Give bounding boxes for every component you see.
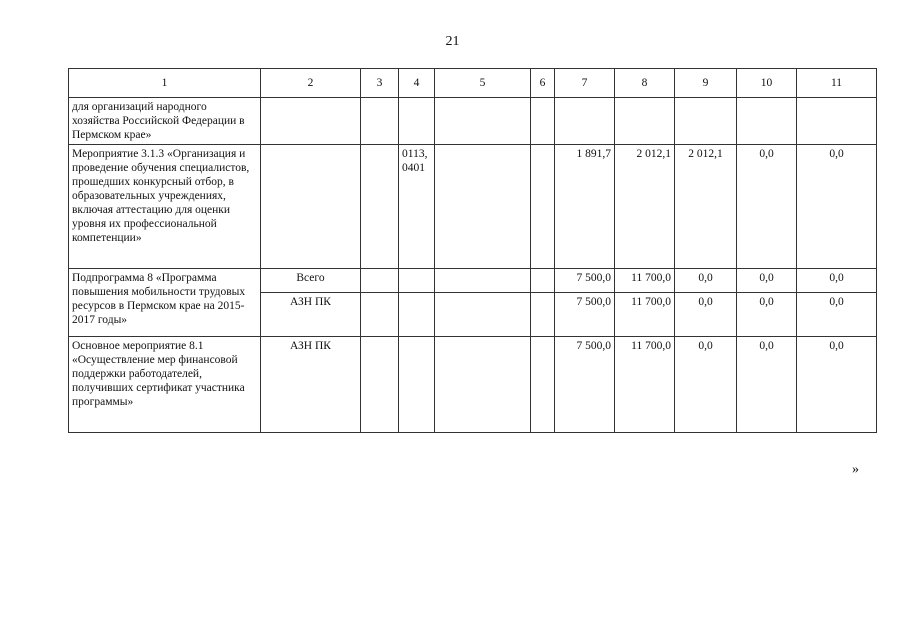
table-cell: 0,0 bbox=[797, 145, 877, 269]
table-cell bbox=[555, 98, 615, 145]
table-cell bbox=[531, 145, 555, 269]
table-cell: 11 700,0 bbox=[615, 269, 675, 293]
table-cell: 0,0 bbox=[797, 337, 877, 433]
table-cell bbox=[797, 98, 877, 145]
table-cell: 7 500,0 bbox=[555, 269, 615, 293]
table-cell bbox=[435, 337, 531, 433]
table-row bbox=[69, 98, 877, 145]
table-cell: 1 891,7 bbox=[555, 145, 615, 269]
budget-table bbox=[68, 68, 877, 433]
column-header: 11 bbox=[797, 69, 877, 98]
table-cell: 2 012,1 bbox=[675, 145, 737, 269]
table-row bbox=[69, 269, 877, 293]
table-cell bbox=[435, 293, 531, 337]
table-cell bbox=[531, 269, 555, 293]
column-header: 4 bbox=[399, 69, 435, 98]
table-cell: 11 700,0 bbox=[615, 337, 675, 433]
column-header: 3 bbox=[361, 69, 399, 98]
table-cell: АЗН ПК bbox=[261, 293, 361, 337]
table-cell bbox=[361, 98, 399, 145]
row-description: для организаций народного хозяйства Российской Федерации в Пермском крае» bbox=[69, 98, 261, 145]
table-cell: 0,0 bbox=[675, 337, 737, 433]
table-cell: 0113, 0401 bbox=[399, 145, 435, 269]
table-cell: 0,0 bbox=[737, 293, 797, 337]
table-cell bbox=[261, 145, 361, 269]
table-cell bbox=[361, 337, 399, 433]
row-description: Подпрограмма 8 «Программа повышения мобильности трудовых ресурсов в Пермском крае на 2015-2017 годы» bbox=[69, 269, 261, 337]
table-cell: 11 700,0 bbox=[615, 293, 675, 337]
table-cell bbox=[531, 337, 555, 433]
table-cell bbox=[399, 337, 435, 433]
table-cell bbox=[399, 293, 435, 337]
table-cell bbox=[435, 269, 531, 293]
page-number: 21 bbox=[445, 34, 460, 49]
table-cell: 7 500,0 bbox=[555, 293, 615, 337]
table-cell bbox=[435, 98, 531, 145]
table-cell: 0,0 bbox=[737, 337, 797, 433]
row-description: Основное мероприятие 8.1 «Осуществление мер финансовой поддержки работодателей, получивших сертификат участника программы» bbox=[69, 337, 261, 433]
table-cell: 0,0 bbox=[797, 293, 877, 337]
table-cell: 7 500,0 bbox=[555, 337, 615, 433]
table-row bbox=[69, 145, 877, 269]
column-header: 9 bbox=[675, 69, 737, 98]
row-description: Мероприятие 3.1.3 «Организация и проведение обучения специалистов, прошедших конкурсный отбор, в образовательных учреждениях, включая аттестацию для оценки уровня их профессиональной компетенции» bbox=[69, 145, 261, 269]
table-cell bbox=[361, 145, 399, 269]
table-cell bbox=[675, 98, 737, 145]
table-cell bbox=[399, 98, 435, 145]
table-cell bbox=[531, 293, 555, 337]
table-cell: 0,0 bbox=[737, 145, 797, 269]
closing-quote: » bbox=[852, 462, 859, 477]
table-header-row bbox=[69, 69, 877, 98]
column-header: 7 bbox=[555, 69, 615, 98]
column-header: 8 bbox=[615, 69, 675, 98]
column-header: 2 bbox=[261, 69, 361, 98]
table-cell bbox=[399, 269, 435, 293]
table-cell bbox=[531, 98, 555, 145]
table-cell: 0,0 bbox=[675, 269, 737, 293]
table-cell: 2 012,1 bbox=[615, 145, 675, 269]
table-cell: 0,0 bbox=[737, 269, 797, 293]
table-cell bbox=[435, 145, 531, 269]
table-cell: 0,0 bbox=[675, 293, 737, 337]
table-cell bbox=[361, 269, 399, 293]
column-header: 6 bbox=[531, 69, 555, 98]
column-header: 1 bbox=[69, 69, 261, 98]
column-header: 10 bbox=[737, 69, 797, 98]
table-cell bbox=[615, 98, 675, 145]
table-row bbox=[69, 337, 877, 433]
table-cell bbox=[361, 293, 399, 337]
table-cell bbox=[737, 98, 797, 145]
table-cell bbox=[261, 98, 361, 145]
table-cell: 0,0 bbox=[797, 269, 877, 293]
table-cell: АЗН ПК bbox=[261, 337, 361, 433]
column-header: 5 bbox=[435, 69, 531, 98]
table-cell: Всего bbox=[261, 269, 361, 293]
